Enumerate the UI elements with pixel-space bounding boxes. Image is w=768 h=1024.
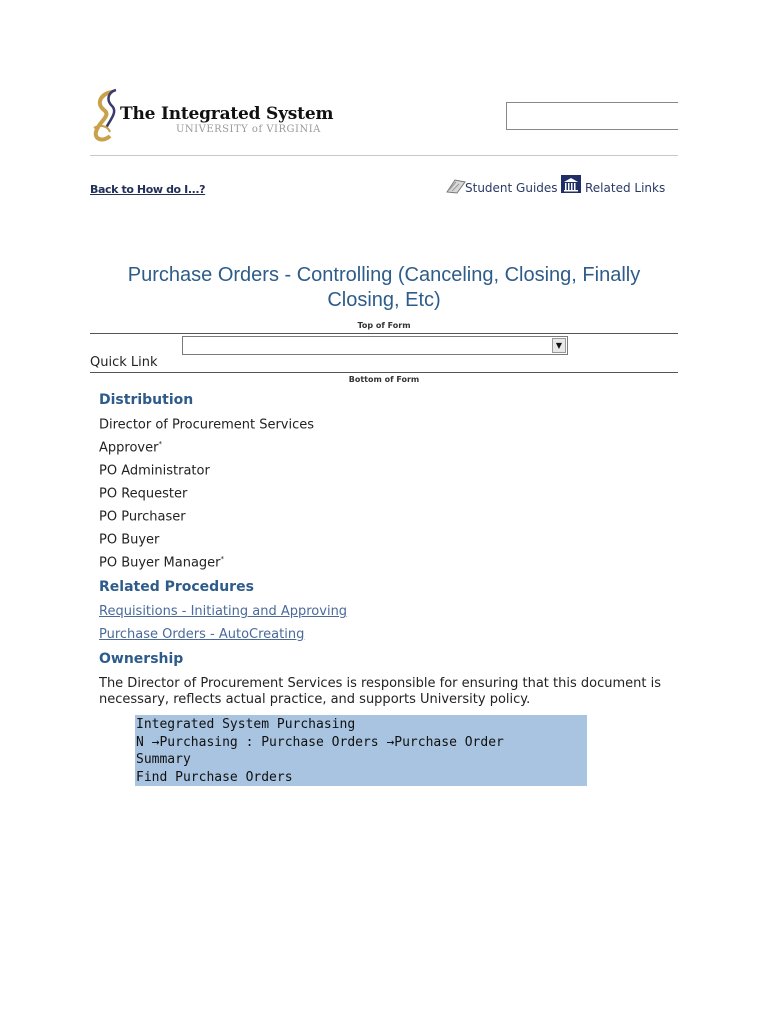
navigation-line: Integrated System Purchasing xyxy=(136,717,356,732)
header-divider xyxy=(90,155,678,156)
related-procedure-link[interactable]: Purchase Orders - AutoCreating xyxy=(99,627,305,642)
related-procedure-link[interactable]: Requisitions - Initiating and Approving xyxy=(99,604,348,619)
navigation-path-box xyxy=(135,715,587,786)
header-search-box[interactable] xyxy=(506,102,678,130)
top-of-form-label: Top of Form xyxy=(357,321,411,330)
distribution-heading: Distribution xyxy=(99,392,194,408)
chevron-down-icon[interactable]: ▼ xyxy=(552,338,566,353)
bottom-of-form-label: Bottom of Form xyxy=(348,375,420,384)
distribution-item: Approver* xyxy=(99,440,162,456)
quick-link-label: Quick Link xyxy=(90,355,158,370)
rotunda-icon xyxy=(561,175,581,193)
related-links-label: Related Links xyxy=(585,181,666,195)
back-to-how-do-i-link[interactable]: Back to How do I...? xyxy=(90,183,206,196)
distribution-item: PO Purchaser xyxy=(99,509,186,525)
student-guides-label: Student Guides xyxy=(465,181,558,195)
navigation-line: N →Purchasing : Purchase Orders →Purchase Order xyxy=(136,734,504,750)
distribution-item: PO Buyer Manager* xyxy=(99,555,225,571)
logo-title: The Integrated System xyxy=(120,104,334,124)
quick-link-select[interactable] xyxy=(182,336,568,355)
page-title: Purchase Orders - Controlling (Canceling, Closing, Finally Closing, Etc) xyxy=(127,264,641,311)
distribution-item: PO Buyer xyxy=(99,532,160,548)
logo-subtitle: UNIVERSITY of VIRGINIA xyxy=(176,124,321,135)
distribution-item: PO Administrator xyxy=(99,463,210,479)
distribution-item: PO Requester xyxy=(99,486,188,502)
distribution-item: Director of Procurement Services xyxy=(99,417,315,433)
form-bottom-rule xyxy=(90,372,678,373)
ownership-text: The Director of Procurement Services is responsible for ensuring that this document is necessary, reflects actual practice, and supports University policy. xyxy=(99,676,661,707)
book-icon xyxy=(445,176,467,194)
logo xyxy=(90,88,334,144)
navigation-line: Find Purchase Orders xyxy=(136,769,293,785)
related-procedures-heading: Related Procedures xyxy=(99,579,254,595)
navigation-line: Summary xyxy=(136,752,191,767)
ownership-heading: Ownership xyxy=(99,651,184,667)
form-top-rule xyxy=(90,333,678,334)
student-guides-link[interactable] xyxy=(445,175,675,197)
